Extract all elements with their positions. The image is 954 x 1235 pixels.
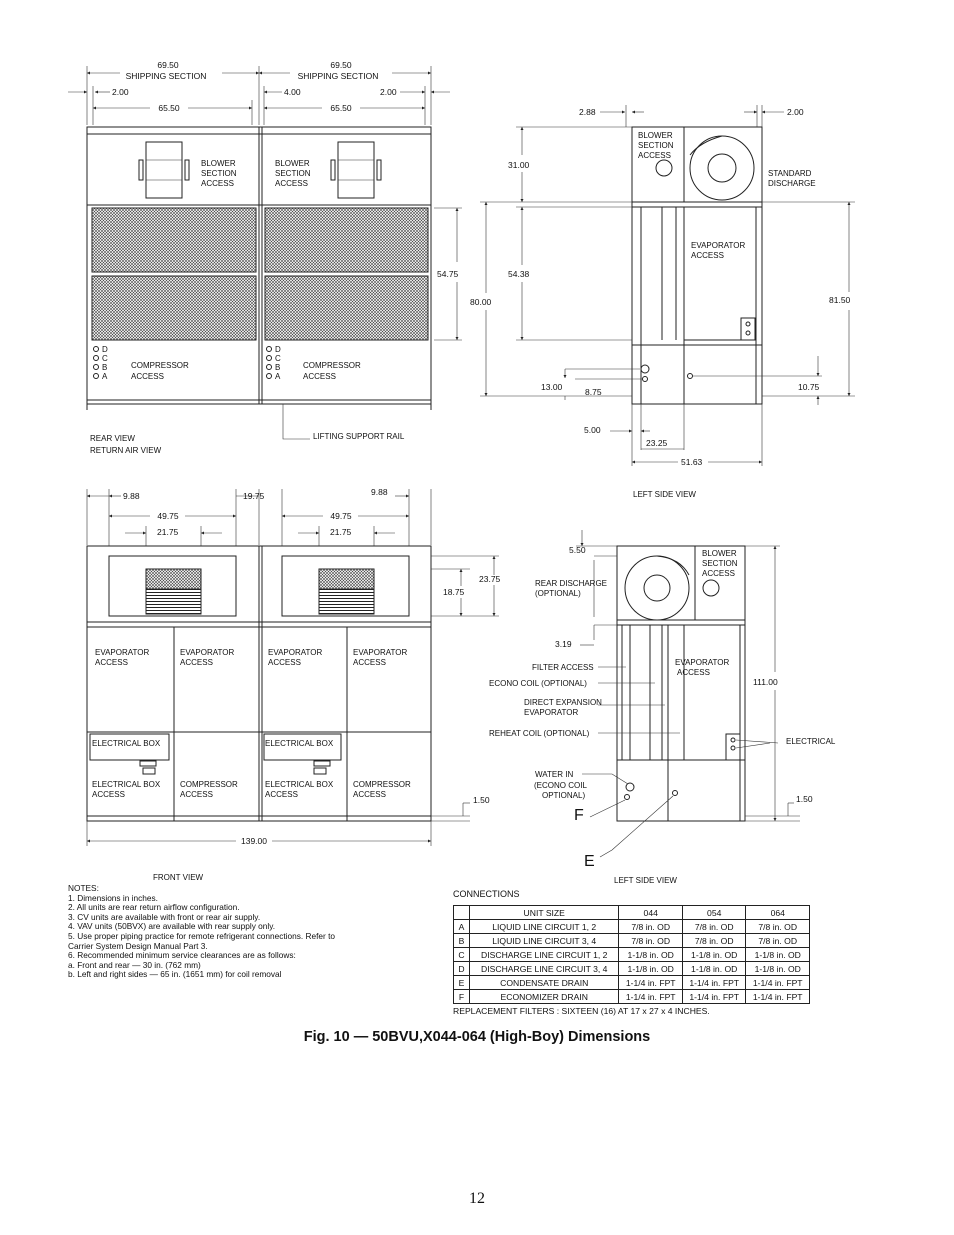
rear-blower-2-l1: BLOWER <box>275 159 310 168</box>
front-dim-9-88-b: 9.88 <box>371 487 388 497</box>
note-item: b. Left and right sides — 65 in. (1651 mm) for coil removal <box>68 969 282 980</box>
front-evap-4-l1: EVAPORATOR <box>353 648 408 657</box>
rear-compressor-2-l2: ACCESS <box>303 372 336 381</box>
rear-blower-1-l1: BLOWER <box>201 159 236 168</box>
front-evap-1-l1: EVAPORATOR <box>95 648 150 657</box>
ls-dim-31-00: 31.00 <box>508 160 530 170</box>
table-row <box>454 934 810 948</box>
front-evap-4-l2: ACCESS <box>353 658 386 667</box>
table-cell: 1-1/8 in. OD <box>682 948 746 962</box>
rear-compressor-2-l1: COMPRESSOR <box>303 361 361 370</box>
rear-shipping-dim-1: 69.50 <box>157 60 179 70</box>
front-view-title: FRONT VIEW <box>153 873 204 882</box>
note-item: 2. All units are rear return airflow configuration. <box>68 902 240 913</box>
lsb-evap-l2: ACCESS <box>677 668 710 677</box>
table-header-cell <box>454 906 470 920</box>
rear-blower-1-l3: ACCESS <box>201 179 234 188</box>
table-header-cell: UNIT SIZE <box>470 906 619 920</box>
lsb-water-l1: WATER IN <box>535 770 574 779</box>
table-cell: 1-1/4 in. FPT <box>746 990 810 1004</box>
table-cell: 1-1/8 in. OD <box>619 962 683 976</box>
front-dim-21-75-a: 21.75 <box>157 527 179 537</box>
lsb-blower-l3: ACCESS <box>702 569 735 578</box>
table-cell: 1-1/8 in. OD <box>682 962 746 976</box>
front-view <box>87 487 501 882</box>
ls-dim-13-00: 13.00 <box>541 382 563 392</box>
rear-circuit-c-1: C <box>102 354 108 363</box>
ls-dim-80-00: 80.00 <box>470 297 492 307</box>
note-item: a. Front and rear — 30 in. (762 mm) <box>68 959 201 970</box>
rear-circuit-a-2: A <box>275 372 281 381</box>
table-cell: 7/8 in. OD <box>682 934 746 948</box>
rear-dim-4-00: 4.00 <box>284 87 301 97</box>
table-row <box>454 990 810 1004</box>
left-side-view-bottom <box>489 530 836 885</box>
front-elec-access-1-l1: ELECTRICAL BOX <box>92 780 161 789</box>
table-cell: CONDENSATE DRAIN <box>470 976 619 990</box>
table-header-cell: 064 <box>746 906 810 920</box>
lsb-rear-discharge-l1: REAR DISCHARGE <box>535 579 608 588</box>
lsb-dx-l2: EVAPORATOR <box>524 708 579 717</box>
rear-dim-2-00-right: 2.00 <box>380 87 397 97</box>
lsb-view-title: LEFT SIDE VIEW <box>614 876 677 885</box>
rear-view-title-2: RETURN AIR VIEW <box>90 446 162 455</box>
ls-dim-2-88: 2.88 <box>579 107 596 117</box>
note-item: 5. Use proper piping practice for remote refrigerant connections. Refer to <box>68 930 336 941</box>
ls-dim-81-50: 81.50 <box>829 295 851 305</box>
ls-dim-10-75: 10.75 <box>798 382 820 392</box>
table-row <box>454 920 810 934</box>
ls-blower-l1: BLOWER <box>638 131 673 140</box>
table-cell: LIQUID LINE CIRCUIT 1, 2 <box>470 920 619 934</box>
front-dim-19-75: 19.75 <box>243 491 265 501</box>
lsb-dim-1-50: 1.50 <box>796 794 813 804</box>
note-item: 3. CV units are available with front or rear air supply. <box>68 911 261 922</box>
notes <box>68 884 428 980</box>
table-cell: 1-1/8 in. OD <box>746 962 810 976</box>
replacement-filters-note: REPLACEMENT FILTERS : SIXTEEN (16) AT 17 x 27 x 4 INCHES. <box>453 1006 710 1016</box>
lsb-letter-f: F <box>574 807 584 824</box>
table-cell: 7/8 in. OD <box>746 934 810 948</box>
rear-dim-65-50-a: 65.50 <box>158 103 180 113</box>
front-compressor-2-l2: ACCESS <box>353 790 386 799</box>
front-compressor-2-l1: COMPRESSOR <box>353 780 411 789</box>
table-cell: LIQUID LINE CIRCUIT 3, 4 <box>470 934 619 948</box>
front-evap-2-l1: EVAPORATOR <box>180 648 235 657</box>
note-item: Carrier System Design Manual Part 3. <box>68 940 208 951</box>
table-cell: E <box>454 976 470 990</box>
rear-dim-54-75: 54.75 <box>437 269 459 279</box>
table-cell: DISCHARGE LINE CIRCUIT 1, 2 <box>470 948 619 962</box>
rear-lifting-rail-label: LIFTING SUPPORT RAIL <box>313 432 405 441</box>
connections-table <box>453 905 810 1004</box>
front-dim-1-50: 1.50 <box>473 795 490 805</box>
ls-standard-l2: DISCHARGE <box>768 179 816 188</box>
rear-dim-65-50-b: 65.50 <box>330 103 352 113</box>
rear-shipping-label-2: SHIPPING SECTION <box>297 71 379 81</box>
rear-shipping-label-1: SHIPPING SECTION <box>125 71 207 81</box>
lsb-filter-access: FILTER ACCESS <box>532 663 594 672</box>
page-number: 12 <box>469 1190 485 1207</box>
rear-blower-2-l2: SECTION <box>275 169 311 178</box>
ls-blower-l3: ACCESS <box>638 151 671 160</box>
table-cell: 7/8 in. OD <box>682 920 746 934</box>
rear-compressor-1-l1: COMPRESSOR <box>131 361 189 370</box>
table-cell: DISCHARGE LINE CIRCUIT 3, 4 <box>470 962 619 976</box>
rear-circuit-d-2: D <box>275 345 281 354</box>
ls-dim-2-00: 2.00 <box>787 107 804 117</box>
lsb-dim-111-00: 111.00 <box>753 677 778 687</box>
table-cell: 7/8 in. OD <box>619 920 683 934</box>
lsb-blower-l1: BLOWER <box>702 549 737 558</box>
ls-dim-51-63: 51.63 <box>681 457 703 467</box>
table-row <box>454 948 810 962</box>
table-cell: 1-1/4 in. FPT <box>682 990 746 1004</box>
lsb-water-l2: (ECONO COIL <box>534 781 587 790</box>
ls-evap-l1: EVAPORATOR <box>691 241 746 250</box>
rear-shipping-dim-2: 69.50 <box>330 60 352 70</box>
table-cell: D <box>454 962 470 976</box>
front-dim-23-75: 23.75 <box>479 574 501 584</box>
table-cell: C <box>454 948 470 962</box>
rear-circuit-a-1: A <box>102 372 108 381</box>
front-evap-3-l2: ACCESS <box>268 658 301 667</box>
table-row <box>454 962 810 976</box>
front-dim-49-75-a: 49.75 <box>157 511 179 521</box>
front-dim-9-88-a: 9.88 <box>123 491 140 501</box>
ls-dim-54-38: 54.38 <box>508 269 530 279</box>
front-elec-access-2-l1: ELECTRICAL BOX <box>265 780 334 789</box>
front-elec-box-1: ELECTRICAL BOX <box>92 739 161 748</box>
front-compressor-1-l2: ACCESS <box>180 790 213 799</box>
rear-blower-1-l2: SECTION <box>201 169 237 178</box>
connections-title: CONNECTIONS <box>453 889 520 899</box>
front-dim-49-75-b: 49.75 <box>330 511 352 521</box>
table-cell: 1-1/4 in. FPT <box>619 976 683 990</box>
table-cell: 1-1/8 in. OD <box>619 948 683 962</box>
table-header-cell: 044 <box>619 906 683 920</box>
table-header-cell: 054 <box>682 906 746 920</box>
ls-view-title-top: LEFT SIDE VIEW <box>633 490 696 499</box>
table-cell: 7/8 in. OD <box>746 920 810 934</box>
rear-blower-2-l3: ACCESS <box>275 179 308 188</box>
lsb-letter-e: E <box>584 853 595 870</box>
table-cell: 1-1/8 in. OD <box>746 948 810 962</box>
notes-heading: NOTES: <box>68 883 99 893</box>
ls-standard-l1: STANDARD <box>768 169 812 178</box>
rear-view-title-1: REAR VIEW <box>90 434 135 443</box>
ls-evap-l2: ACCESS <box>691 251 724 260</box>
front-dim-21-75-b: 21.75 <box>330 527 352 537</box>
table-cell: 7/8 in. OD <box>619 934 683 948</box>
note-item: 1. Dimensions in inches. <box>68 892 158 903</box>
front-evap-1-l2: ACCESS <box>95 658 128 667</box>
lsb-reheat-coil: REHEAT COIL (OPTIONAL) <box>489 729 590 738</box>
ls-dim-8-75: 8.75 <box>585 387 602 397</box>
lsb-evap-l1: EVAPORATOR <box>675 658 730 667</box>
note-item: 6. Recommended minimum service clearances are as follows: <box>68 950 296 961</box>
lsb-dx-l1: DIRECT EXPANSION <box>524 698 602 707</box>
left-side-view-top <box>470 105 855 499</box>
rear-circuit-c-2: C <box>275 354 281 363</box>
lsb-dim-5-50: 5.50 <box>569 545 586 555</box>
front-compressor-1-l1: COMPRESSOR <box>180 780 238 789</box>
lsb-dim-3-19: 3.19 <box>555 639 572 649</box>
table-cell: B <box>454 934 470 948</box>
lsb-rear-discharge-l2: (OPTIONAL) <box>535 589 581 598</box>
note-item: 4. VAV units (50BVX) are available with rear supply only. <box>68 921 276 932</box>
table-cell: 1-1/4 in. FPT <box>619 990 683 1004</box>
table-cell: ECONOMIZER DRAIN <box>470 990 619 1004</box>
front-dim-18-75: 18.75 <box>443 587 465 597</box>
front-evap-3-l1: EVAPORATOR <box>268 648 323 657</box>
ls-dim-23-25: 23.25 <box>646 438 668 448</box>
rear-circuit-b-2: B <box>275 363 281 372</box>
front-elec-access-2-l2: ACCESS <box>265 790 298 799</box>
table-cell: A <box>454 920 470 934</box>
front-dim-139-00: 139.00 <box>241 836 267 846</box>
front-elec-box-2: ELECTRICAL BOX <box>265 739 334 748</box>
lsb-econo-coil: ECONO COIL (OPTIONAL) <box>489 679 587 688</box>
rear-dim-2-00-left: 2.00 <box>112 87 129 97</box>
lsb-water-l3: OPTIONAL) <box>542 791 586 800</box>
front-evap-2-l2: ACCESS <box>180 658 213 667</box>
rear-circuit-d-1: D <box>102 345 108 354</box>
lsb-electrical: ELECTRICAL <box>786 737 836 746</box>
ls-dim-5-00: 5.00 <box>584 425 601 435</box>
table-row <box>454 976 810 990</box>
table-cell: F <box>454 990 470 1004</box>
rear-circuit-b-1: B <box>102 363 108 372</box>
front-elec-access-1-l2: ACCESS <box>92 790 125 799</box>
lsb-blower-l2: SECTION <box>702 559 738 568</box>
ls-blower-l2: SECTION <box>638 141 674 150</box>
table-cell: 1-1/4 in. FPT <box>682 976 746 990</box>
rear-view <box>68 60 462 455</box>
figure-caption: Fig. 10 — 50BVU,X044-064 (High-Boy) Dimensions <box>303 1029 651 1045</box>
table-cell: 1-1/4 in. FPT <box>746 976 810 990</box>
rear-compressor-1-l2: ACCESS <box>131 372 164 381</box>
table-header-row <box>454 906 810 920</box>
